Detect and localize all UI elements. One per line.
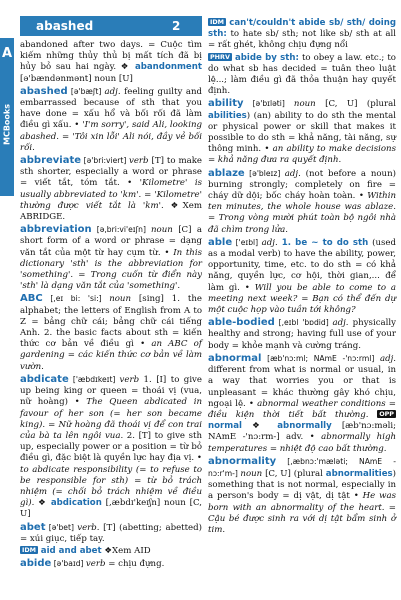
example: • The Queen abdicated in favour of her son (= her son became king). = Nữ hoàng đã thoái vị để con trai của bà ta lên ngôi vua. [20,397,202,441]
headword: abbreviation [20,224,92,236]
headword: abnormality [208,455,277,467]
entry-abashed [20,86,202,154]
definition: physically healthy and strong; having full use of your body = khỏe mạnh và cường tráng. [208,318,396,351]
part-of-speech: verb [85,559,106,570]
idiom: can't/couldn't abide sb/ sth/ doing sth: [208,18,396,40]
example: • abnormal weather conditions = điều kiện thời tiết bất thường. [208,398,396,420]
part-of-speech: adj. [332,318,349,329]
example: • abnormally high temperatures = nhiệt độ cao bất thường. [208,432,396,454]
entry-abc [20,293,202,372]
part-of-speech: adj. [379,353,396,364]
entry-abet [20,522,202,545]
brand-logo-text: MCBooks [2,104,12,146]
part-of-speech: verb [128,156,149,167]
idiom: aid and abet [40,545,102,556]
cross-reference: ❖Xem AID [101,545,151,556]
definition: 1. [I] to give up being king or queen = thoái vị (vua, nữ hoàng) [20,374,203,408]
left-column [20,40,202,571]
entry-able-bodied [208,317,396,352]
pronunciation: [æb'nɔ:ml; NAmE -'nɔ:rml] [261,353,380,363]
definition: ) (an) ability to do sth the mental or physical power or skill that makes it possible to do sth = khả năng, tài năng, sự thông minh. [208,110,396,155]
example: • 'I'm sorry', said Ali, looking abashed. = 'Tôi xin lỗi' Ali nói, đầy vẻ bối rối. [20,120,202,153]
definition: [T] to make sth shorter, especially a word or phrase = viết tắt, tóm tắt. [20,156,203,189]
definition: [sing] 1. the alphabet; the letters of English from A to Z = bảng chữ cái; bảng chữ cái tiếng Anh. 2. the basic facts about sth = kiến thức cơ bản về điều gì [20,294,202,350]
pronunciation: ['eɪbl] [232,237,262,247]
example: • an ABC of gardening = các kiến thức cơ bản về làm vườn. [20,339,202,372]
derived-word: abandonment [134,62,202,73]
pronunciation: [,æbdɪ'keɪʃn] noun [C, U] [20,498,202,520]
entry-abdicate [20,374,202,521]
part-of-speech: adj. [284,168,301,179]
pronunciation: [ə'bændənmənt] noun [U] [20,73,133,84]
pronunciation: [æb'nɔ:məli; NAmE -'nɔ:rm-] adv. [208,421,396,443]
sense-phrase: 1. be ~ to do sth [277,237,369,248]
example: • Within ten minutes, the whole house was ablaze. = Trong vòng mười phút toàn bộ ngôi nhà đã chìm trong lửa. [208,191,396,235]
entry-abnormal [208,353,396,455]
definition: feeling guilty and embarrassed because of sth that you have done = xấu hổ và bối rối đã làm điều gì xấu. [20,86,202,131]
phrasal-abide-by [208,53,396,98]
entry-abbreviation [20,224,202,292]
headword: ability [208,98,244,110]
headword: abnormal [208,352,262,364]
thumb-tab-letter: A [1,46,13,61]
headword: able [208,236,233,248]
definition: abandoned after two days. = Cuộc tìm kiếm những thủy thủ bị mất tích đã bị hủy bỏ sau hai ngày. ❖ [20,40,202,73]
phrasal-verb: abide by sth: [234,52,299,63]
definition: to hate sb/ sth; not like sb/ sth at all = rất ghét, không chịu đựng nổi [208,29,396,51]
right-column [208,18,396,537]
headword: abet [20,521,46,533]
headword: ablaze [208,167,245,179]
derived-word: abnormally [277,421,332,432]
pronunciation: [ə'baɪd] [51,559,86,569]
part-of-speech: verb. [77,522,100,533]
derived-word: abdication [50,498,102,509]
guide-word: abashed [36,19,94,33]
cross-reference: ❖Xem ABRIDGE. [20,200,202,223]
pronunciation: [,æbnɔ:'mæləti; NAmE -nɔ:r'm-] [208,456,396,478]
definition: (not before a noun) burning strongly; completely on fire = cháy dữ dội; bốc cháy hoàn toàn. [208,168,396,202]
headword: abashed [20,85,68,97]
example: • Will you be able to come to a meeting next week? = Bạn có thể đến dự một cuộc họp vào tuần tới không? [208,282,396,316]
pronunciation: [ə'bleɪz] [244,168,285,178]
part-of-speech: noun [240,468,263,479]
pronunciation: [ə'bet] [45,522,78,532]
example: • to abdicate responsibility (= to refuse to be responsible for sth) = từ bỏ trách nhiệm (= chối bỏ trách nhiệm về điều gì). [20,453,202,509]
idiom-aid-and-abet [20,546,202,557]
example: • an ability to make decisions = khả năng đưa ra quyết định. [208,144,396,166]
headword: able-bodied [208,317,275,329]
part-of-speech: noun [151,225,173,236]
part-of-speech: verb [119,374,140,385]
pronunciation: [,eɪ bi: 'si:] [42,294,110,304]
definition: different from what is normal or usual, in a way that worries you or that is unpleasant = khác thường gây khó chịu, ngoại lệ. [208,365,396,409]
example: • In this dictionary 'sth' is the abbreviation for 'something'. = Trong cuốn từ điển này 'sth' là dạng văn tắt của 'something'. [20,247,203,292]
headword: abdicate [20,373,69,385]
definition: to obey a law. etc.; to do what sb has decided = tuân theo luật lệ...; làm điều gì đã thỏa thuận hay quyết định. [208,52,396,97]
definition: ) something that is not normal, especially in a person's body = dị vật, dị tật [208,468,396,502]
idiom-cant-abide [208,18,396,52]
idiom-tag: IDM [210,18,225,26]
entry-abandoned-cont [20,40,202,85]
pronunciation: [ə'bɪləti] [243,99,294,109]
pronunciation: ['æbdɪkeɪt] [68,374,120,384]
definition: (used as a modal verb) to have the ability, power, opportunity, time, etc. to do sth = có khả năng, quyền lực, cơ hội, thời gian,... để làm gì. [208,237,396,293]
derived-marker: ❖ [34,498,51,509]
definition: 2. [T] to give sth up, especially power or a position = từ bỏ điều gì, đặc biệt là quyền lực hay địa vị. [20,430,203,464]
example: • He was born with an abnormality of the heart. = Cậu bé được sinh ra với dị tật bẩm sinh ở tim. [208,491,396,535]
phrasal-verb-tag: PHRV [210,52,230,61]
idiom-tag: IDM [22,545,37,554]
entry-abbreviate [20,155,202,223]
entry-able [208,237,396,316]
entry-ablaze [208,168,396,236]
definition: [T] (abetting; abetted) = xúi giục, tiếp tay. [20,522,202,544]
definition: [C] a short form of a word or phrase = dạng văn tắt của một từ hay cụm từ. [20,225,203,258]
entry-abnormality [208,456,396,536]
part-of-speech: noun [109,294,131,305]
grammar-note: [C, U] (plural [262,468,326,479]
pronunciation: [ə'bæʃt] [67,86,105,96]
derived-marker: ❖ [241,421,278,432]
grammar-note: [C, U] (plural [315,99,397,110]
part-of-speech: noun [293,99,316,110]
headword: abide [20,558,52,570]
entry-abide [20,558,202,570]
plural-form: abnormalities [325,468,393,479]
pronunciation: [ə'bri:viert] [81,156,129,166]
page-number: 2 [172,19,181,33]
example: • 'Kilometre' is usually abbreviated to 'km'. = 'Kilometre' thường được viết tắt là 'km'. [20,178,203,211]
definition: = chịu đựng. [105,559,165,570]
opposite-word: normal [208,421,242,432]
entry-ability [208,98,396,166]
opposite-tag: OPP [379,409,394,418]
headword: abbreviate [20,155,82,167]
pronunciation: [,eɪbl 'bɒdid] [274,318,333,328]
part-of-speech: adj. [104,86,121,97]
plural-form: abilities [208,110,247,121]
headword: ABC [20,293,43,305]
pronunciation: [ə,bri:vi'eɪʃn] [91,225,152,235]
part-of-speech: adj. [261,237,278,248]
